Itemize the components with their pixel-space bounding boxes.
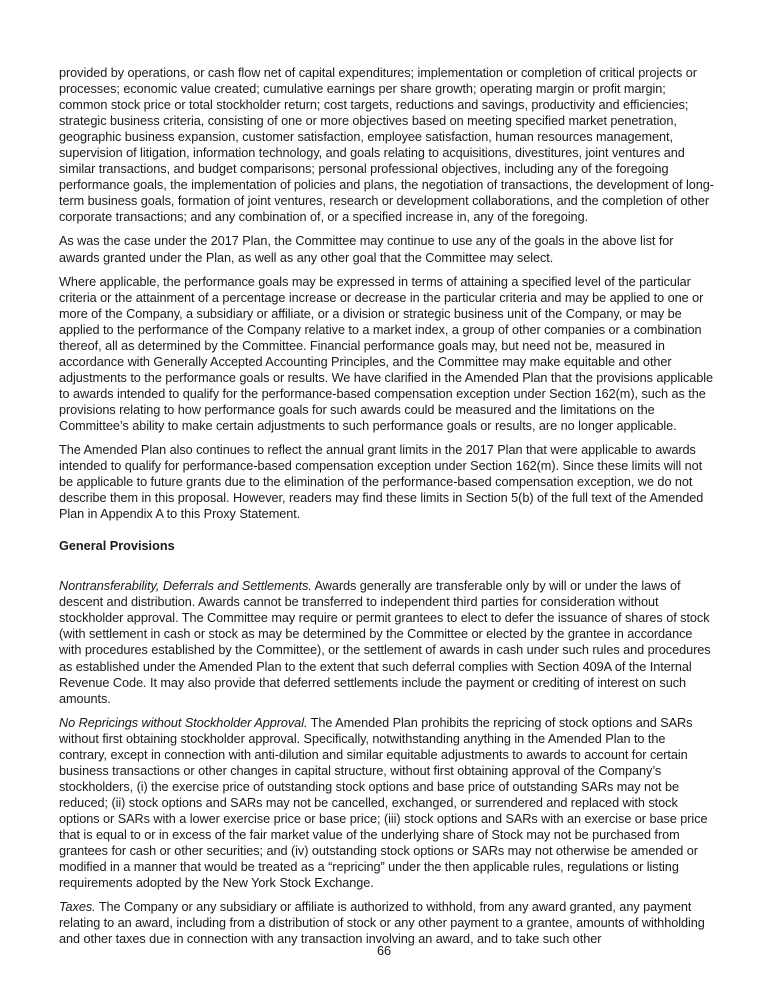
paragraph-annual-grant-limits: The Amended Plan also continues to reflect the annual grant limits in the 2017 Plan that were applicable to awards intended to qualify for performance-based compensation exception under Section 162(m). Since these limits will not be applicable to future grants due to the elimination of the performance-based compensation exception, we do not describe them in this proposal. However, readers may find these limits in Section 5(b) of the full text of the Amended Plan in Appendix A to this Proxy Statement. [59,443,704,522]
paragraph-taxes [59,899,715,947]
page-number: 66 [376,944,392,958]
paragraph-body: The Company or any subsidiary or affiliate is authorized to withhold, from any award granted, any payment relating to an award, including from a distribution of stock or any other payment to a grantee, amounts of withholding and other taxes due in connection with any transaction involving an award, and to take such other [59,900,705,947]
paragraph-performance-goals-list: provided by operations, or cash flow net of capital expenditures; implementation or completion of critical projects or processes; economic value created; cumulative earnings per share growth; operating margin or profit margin; common stock price or total stockholder return; cost targets, reductions and savings, productivity and efficiencies; strategic business criteria, consisting of one or more objectives based on meeting specified market penetration, geographic business expansion, customer satisfaction, employee satisfaction, human resources management, supervision of litigation, information technology, and goals relating to acquisitions, divestitures, joint ventures and similar transactions, and budget comparisons; personal professional objectives, including any of the foregoing performance goals, the implementation of policies and plans, the negotiation of transactions, the development of long-term business goals, formation of joint ventures, research or development collaborations, and the completion of other corporate transactions; and any combination of, or a specified increase in, any of the foregoing. [59,66,714,225]
section-heading-general-provisions: General Provisions [59,539,175,554]
paragraph-lead-italic: No Repricings without Stockholder Approval. [59,715,308,730]
paragraph-2017-plan-goals: As was the case under the 2017 Plan, the Committee may continue to use any of the goals in the above list for awards granted under the Plan, as well as any other goal that the Committee may select. [59,234,674,265]
paragraph-body: The Amended Plan prohibits the repricing of stock options and SARs without first obtaining stockholder approval. Specifically, notwithstanding anything in the Amended Plan to the contrary, except in connection with anti-dilution and similar equitable adjustments to awards to account for certain business transactions or other changes in capital structure, without first obtaining approval of the Company’s stockholders, (i) the exercise price of outstanding stock options and base price of outstanding SARs may not be reduced; (ii) stock options and SARs may not be cancelled, exchanged, or surrendered and replaced with stock options or SARs with a lower exercise price or base price; (iii) stock options and SARs with an exercise or base price that is equal to or in excess of the fair market value of the underlying share of Stock may not be purchased from grantees for cash or other securities; and (iv) outstanding stock options or SARs may not otherwise be amended or modified in a manner that would be treated as a “repricing” under the then applicable rules, regulations or listing requirements adopted by the New York Stock Exchange. [59,715,708,891]
paragraph-no-repricings [59,715,715,892]
paragraph-nontransferability [59,578,715,706]
paragraph-body: Awards generally are transferable only by will or under the laws of descent and distribution. Awards cannot be transferred to independent third parties for consideration without stockholder approval. The Committee may require or permit grantees to elect to defer the issuance of shares of stock (with settlement in cash or stock as may be determined by the Committee or elected by the grantee in accordance with procedures established by the Committee), or the settlement of awards in cash under such rules and procedures as established under the Amended Plan to the extent that such deferral complies with Section 409A of the Internal Revenue Code. It may also provide that deferred settlements include the payment or crediting of interest on such amounts. [59,579,711,706]
document-page [59,65,715,955]
paragraph-where-applicable: Where applicable, the performance goals may be expressed in terms of attaining a specified level of the particular criteria or the attainment of a percentage increase or decrease in the particular criteria and may be applied to one or more of the Company, a subsidiary or affiliate, or a division or strategic business unit of the Company, or may be applied to the performance of the Company relative to a market index, a group of other companies or a combination thereof, all as determined by the Committee. Financial performance goals may, but need not be, measured in accordance with Generally Accepted Accounting Principles, and the Committee may make equitable and other adjustments to the performance goals or results. We have clarified in the Amended Plan that the provisions applicable to awards intended to qualify for the performance-based compensation exception under Section 162(m), such as the provisions relating to how performance goals for such awards could be measured and the limitations on the Committee’s ability to make certain adjustments to such performance goals or results, are no longer applicable. [59,274,714,433]
paragraph-lead-italic: Nontransferability, Deferrals and Settlements. [59,579,312,594]
paragraph-lead-italic: Taxes. [59,900,96,915]
